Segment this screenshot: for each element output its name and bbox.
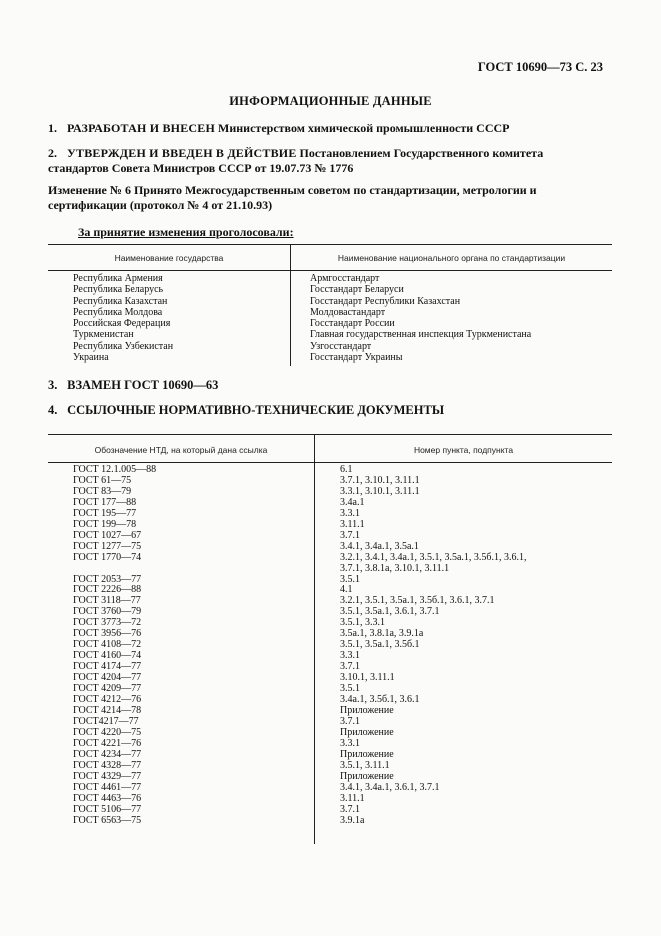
table-row: 3.7.1: [340, 715, 360, 727]
table-row: ГОСТ 1770—74: [73, 551, 142, 563]
section-4-number: 4.: [48, 403, 58, 417]
item-1-caps: РАЗРАБОТАН И ВНЕСЕН: [67, 121, 216, 135]
states-col-state: [73, 273, 173, 363]
states-col-body: [310, 273, 531, 363]
table-row: ГОСТ 4204—77: [73, 672, 142, 684]
table-row: ГОСТ 61—75: [73, 474, 132, 486]
item-2-text: Постановлением Государственного комитета стандартов Совета Министров СССР от 19.07.73 № 1776: [48, 146, 544, 175]
table-row: 3.4а.1, 3.5б.1, 3.6.1: [340, 694, 420, 706]
table-row: ГОСТ 4212—76: [73, 694, 142, 706]
table-row: 3.5а.1, 3.8.1а, 3.9.1а: [340, 628, 424, 640]
table-row: Республика Армения: [73, 273, 163, 284]
table-row: ГОСТ 4174—77: [73, 661, 142, 673]
table-row: Главная государственная инспекция Туркменистана: [310, 329, 532, 341]
section-4: [48, 403, 444, 418]
table-row: 3.7.1, 3.10.1, 3.11.1: [340, 474, 420, 486]
table-row: 3.7.1: [340, 661, 360, 673]
item-2: [48, 146, 588, 176]
table-row: ГОСТ 177—88: [73, 496, 137, 508]
table-row: ГОСТ 5106—77: [73, 803, 142, 815]
table-row: Приложение: [340, 770, 394, 782]
table-row: Молдовастандарт: [310, 306, 386, 318]
table-row: ГОСТ4217—77: [73, 715, 139, 727]
table-row: 3.4.1, 3.4а.1, 3.5а.1: [340, 540, 419, 552]
table-row: 3.5.1: [340, 683, 360, 695]
table-row: 3.11.1: [340, 792, 365, 804]
refs-table-header-rule: [48, 462, 612, 463]
section-3-number: 3.: [48, 378, 58, 392]
table-row: ГОСТ 83—79: [73, 485, 132, 497]
refs-col-clause: [340, 465, 526, 826]
table-row: 4.1: [340, 584, 353, 596]
table-row: ГОСТ 4220—75: [73, 726, 142, 738]
item-2-number: 2.: [48, 146, 57, 160]
item-1: [48, 121, 510, 136]
refs-col-header-doc: Обозначение НТД, на который дана ссылка: [94, 445, 268, 455]
states-col-header-body: Наименование национального органа по стандартизации: [337, 253, 566, 263]
table-row: 3.7.1: [340, 803, 360, 815]
item-1-text: Министерством химической промышленности СССР: [218, 121, 510, 135]
table-row: ГОСТ 3773—72: [73, 617, 142, 629]
table-row: ГОСТ 4108—72: [73, 639, 142, 651]
item-1-number: 1.: [48, 121, 57, 135]
amendment-note: Изменение № 6 Принято Межгосударственным советом по стандартизации, метрологии и сертификации (протокол № 4 от 21.10.93): [48, 183, 537, 212]
table-row: Госстандарт Украины: [310, 352, 403, 364]
table-row: ГОСТ 1277—75: [73, 540, 142, 552]
table-row: 3.11.1: [340, 518, 365, 530]
table-row: Госстандарт России: [310, 318, 395, 330]
table-row: Украина: [73, 352, 109, 364]
table-row: 3.2.1, 3.4.1, 3.4а.1, 3.5.1, 3.5а.1, 3.5б.1, 3.6.1,: [340, 551, 527, 563]
table-row: ГОСТ 1027—67: [73, 529, 142, 541]
table-row: ГОСТ 3760—79: [73, 606, 142, 618]
table-row: ГОСТ 3118—77: [73, 595, 141, 607]
section-3: [48, 378, 218, 393]
table-row: ГОСТ 4234—77: [73, 748, 142, 760]
table-row: 3.4а.1: [340, 496, 365, 508]
table-row: Туркменистан: [73, 329, 134, 341]
refs-col-doc: [73, 465, 156, 826]
table-row: Приложение: [340, 704, 394, 716]
item-2-caps: УТВЕРЖДЕН И ВВЕДЕН В ДЕЙСТВИЕ: [67, 146, 297, 160]
table-row: ГОСТ 4329—77: [73, 770, 142, 782]
table-row: ГОСТ 4214—78: [73, 704, 142, 716]
states-col-header-state: Наименование государства: [114, 253, 224, 263]
voted-label: За принятие изменения проголосовали:: [78, 225, 294, 239]
table-row: ГОСТ 4463—76: [73, 792, 142, 804]
table-row: 3.3.1: [340, 507, 360, 519]
table-row: ГОСТ 2053—77: [73, 573, 142, 585]
table-row: ГОСТ 4160—74: [73, 650, 142, 662]
table-row: 3.3.1: [340, 650, 360, 662]
table-row: 3.10.1, 3.11.1: [340, 672, 395, 684]
table-row: ГОСТ 199—78: [73, 518, 137, 530]
table-row: 3.7.1, 3.8.1а, 3.10.1, 3.11.1: [340, 562, 450, 574]
page-header: ГОСТ 10690—73 С. 23: [477, 60, 603, 74]
table-row: Республика Молдова: [73, 306, 163, 318]
table-row: Госстандарт Беларуси: [310, 284, 404, 296]
table-row: 3.5.1, 3.5а.1, 3.6.1, 3.7.1: [340, 606, 440, 618]
table-row: Приложение: [340, 748, 394, 760]
table-row: Российская Федерация: [73, 318, 171, 330]
states-table-top-rule: [48, 244, 612, 245]
table-row: 3.4.1, 3.4а.1, 3.6.1, 3.7.1: [340, 781, 440, 793]
table-row: Узгосстандарт: [310, 340, 372, 352]
table-row: Республика Узбекистан: [73, 340, 174, 352]
table-row: 3.5.1, 3.5а.1, 3.5б.1: [340, 639, 420, 651]
table-row: ГОСТ 6563—75: [73, 814, 142, 826]
table-row: 3.3.1, 3.10.1, 3.11.1: [340, 485, 420, 497]
table-row: ГОСТ 4221—76: [73, 737, 142, 749]
table-row: 3.2.1, 3.5.1, 3.5а.1, 3.5б.1, 3.6.1, 3.7.1: [340, 595, 495, 607]
table-row: 3.5.1, 3.3.1: [340, 617, 385, 629]
table-row: ГОСТ 3956—76: [73, 628, 142, 640]
table-row: Госстандарт Республики Казахстан: [310, 295, 461, 307]
refs-table-top-rule: [48, 434, 612, 435]
document-title: ИНФОРМАЦИОННЫЕ ДАННЫЕ: [229, 94, 432, 108]
table-row: 3.9.1а: [340, 814, 365, 826]
table-row: Республика Беларусь: [73, 284, 164, 296]
table-row: ГОСТ 2226—88: [73, 584, 142, 596]
table-row: Республика Казахстан: [73, 295, 168, 307]
table-row: 6.1: [340, 464, 353, 475]
section-3-text: ВЗАМЕН ГОСТ 10690—63: [67, 378, 219, 392]
table-row: 3.7.1: [340, 529, 360, 541]
refs-table-divider: [314, 434, 315, 844]
table-row: ГОСТ 4209—77: [73, 683, 142, 695]
table-row: ГОСТ 195—77: [73, 507, 137, 519]
table-row: 3.3.1: [340, 737, 360, 749]
section-4-text: ССЫЛОЧНЫЕ НОРМАТИВНО-ТЕХНИЧЕСКИЕ ДОКУМЕНТЫ: [67, 403, 445, 417]
table-row: [73, 564, 156, 575]
refs-col-header-clause: Номер пункта, подпункта: [413, 445, 514, 455]
table-row: ГОСТ 4461—77: [73, 781, 142, 793]
table-row: ГОСТ 12.1.005—88: [73, 464, 157, 475]
table-row: Армгосстандарт: [310, 273, 380, 284]
table-row: Приложение: [340, 726, 394, 738]
states-table-header-rule: [48, 270, 612, 271]
table-row: 3.5.1: [340, 573, 360, 585]
table-row: ГОСТ 4328—77: [73, 759, 142, 771]
table-row: 3.5.1, 3.11.1: [340, 759, 390, 771]
